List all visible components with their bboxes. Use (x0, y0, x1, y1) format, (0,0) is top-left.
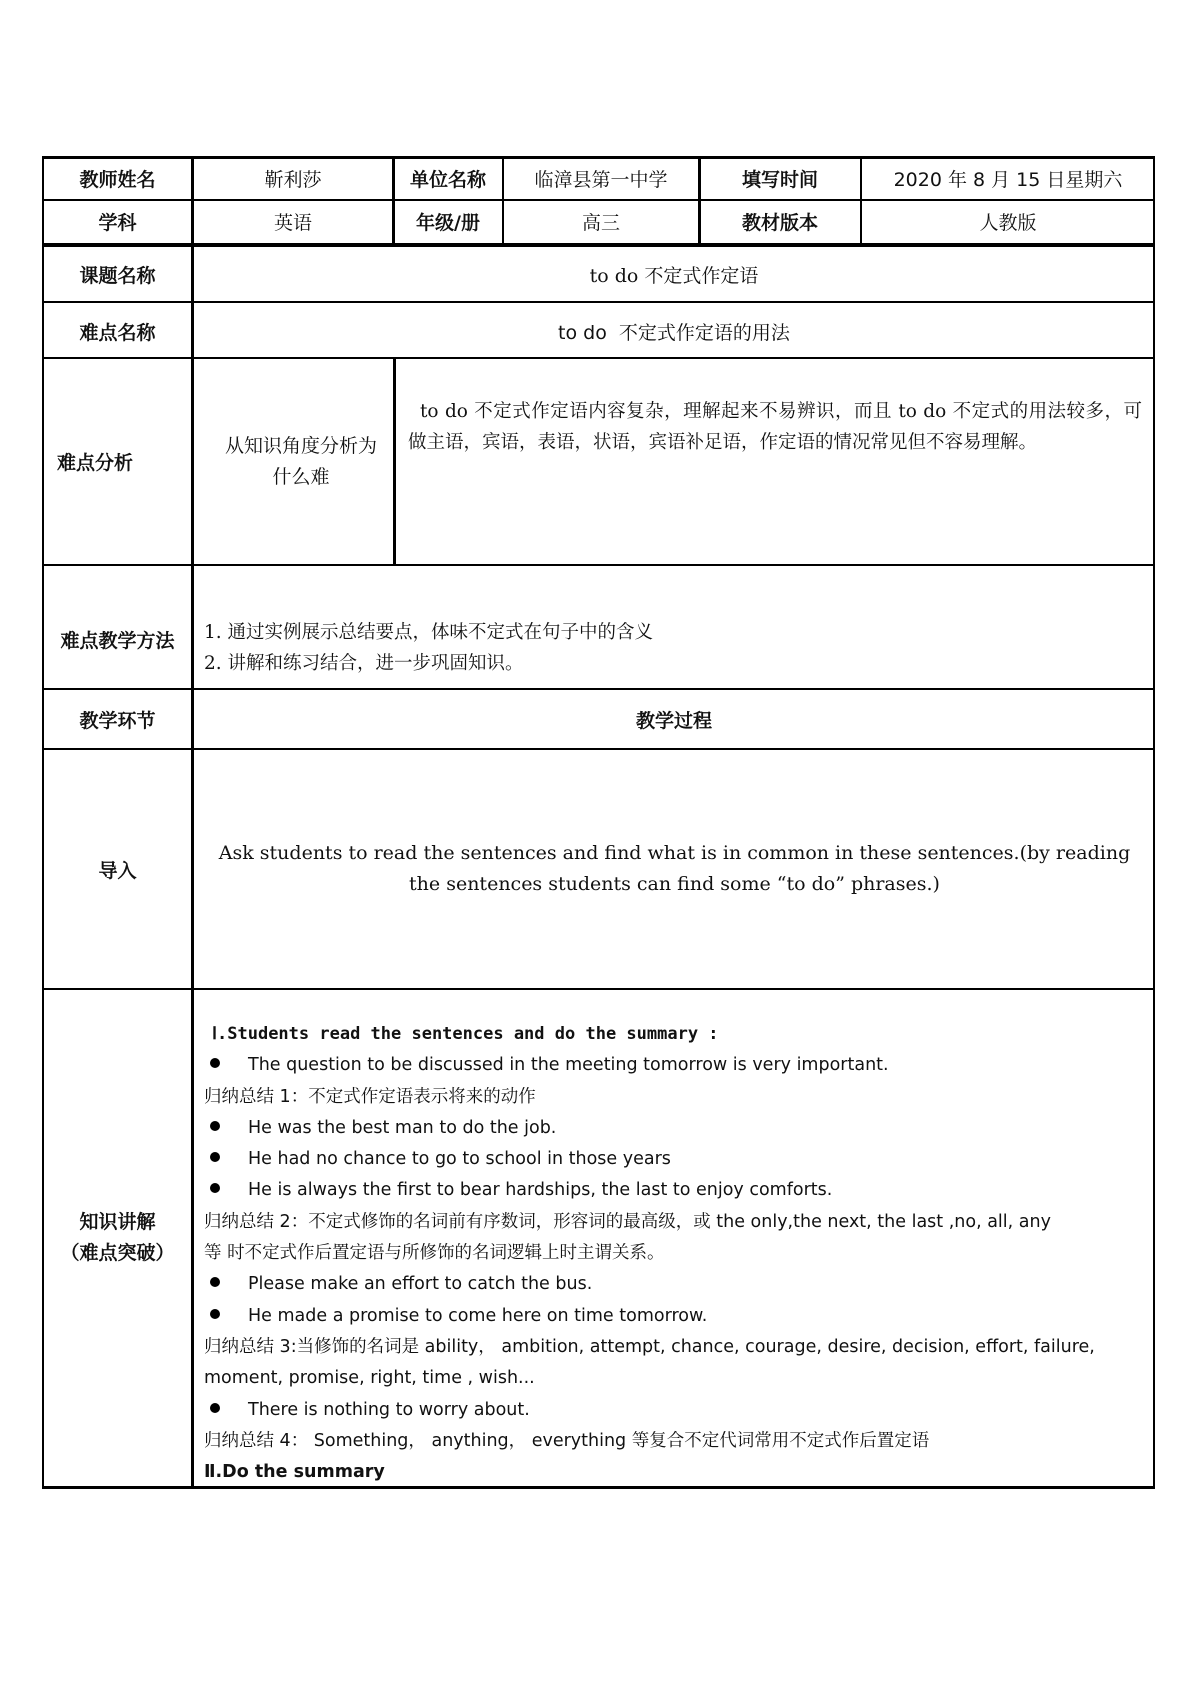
topic-row (42, 247, 1155, 302)
knowledge-label-line-2: （难点突破） (60, 1242, 175, 1264)
analysis-sub-label: 从知识角度分析为什么难 (224, 434, 377, 488)
rule (42, 199, 1155, 201)
method-row (42, 565, 1155, 689)
topic-value: to do 不定式作定语 (589, 265, 759, 287)
knowledge-label (42, 989, 193, 1487)
bullet-item (204, 1175, 1149, 1206)
line-text: The question to be discussed in the meeting tomorrow is very important. (248, 1055, 889, 1076)
rule (42, 357, 1155, 359)
rule (42, 243, 1155, 247)
knowledge-content (204, 1019, 1149, 1488)
rule (42, 564, 1155, 566)
bullet-dot-icon (210, 1309, 220, 1319)
header-row-1 (42, 156, 1155, 200)
analysis-text: to do 不定式作定语内容复杂，理解起来不易辨识，而且 to do 不定式的用法较多，可做主语，宾语，表语，状语，宾语补足语，作定语的情况常见但不容易理解。 (408, 401, 1142, 453)
bullet-item (204, 1113, 1149, 1144)
date-label: 填写时间 (741, 168, 818, 191)
knowledge-footer: Ⅱ.Do the summary (204, 1462, 385, 1483)
line-text: He was the best man to do the job. (248, 1117, 557, 1138)
summary-line (204, 1207, 1149, 1238)
rule (191, 156, 194, 1489)
method-line: 2. 讲解和练习结合，进一步巩固知识。 (204, 653, 524, 674)
rule (393, 358, 396, 565)
date-value: 2020 年 8 月 15 日星期六 (893, 168, 1123, 191)
header-row-2 (42, 200, 1155, 243)
summary-line (204, 1363, 1149, 1394)
unit-value: 临漳县第一中学 (534, 168, 668, 191)
subject-label: 学科 (98, 212, 137, 234)
subject-value: 英语 (273, 212, 312, 234)
summary-line (204, 1238, 1149, 1269)
line-text: He made a promise to come here on time tomorrow. (248, 1305, 708, 1326)
knowledge-row (42, 989, 1155, 1487)
rule (698, 156, 701, 243)
intro-text: Ask students to read the sentences and find what is in common in these sentences.(by reading the sentences students can find some “to do” phrases.) (218, 842, 1131, 895)
bullet-dot-icon (210, 1121, 220, 1131)
teacher-label: 教师姓名 (79, 168, 156, 191)
line-text: 等 时不定式作后置定语与所修饰的名词逻辑上时主谓关系。 (204, 1243, 665, 1264)
difficulty-row (42, 304, 1155, 358)
rule (42, 301, 1155, 303)
method-lines (204, 617, 1144, 679)
line-text: There is nothing to worry about. (248, 1399, 530, 1420)
summary-line (204, 1082, 1149, 1113)
bullet-dot-icon (210, 1183, 220, 1193)
rule (392, 156, 395, 243)
line-text: 归纳总结 4： Something， anything， everything 等复合不定代词常用不定式作后置定语 (204, 1430, 930, 1451)
process-stage-label: 教学环节 (79, 709, 156, 732)
topic-label: 课题名称 (79, 265, 156, 287)
rule (42, 1486, 1155, 1489)
knowledge-lines (204, 1050, 1149, 1457)
bullet-dot-icon (210, 1058, 220, 1068)
rule (42, 988, 1155, 990)
textbook-value: 人教版 (979, 212, 1037, 234)
method-line: 1. 通过实例展示总结要点，体味不定式在句子中的含义 (204, 622, 654, 643)
analysis-label: 难点分析 (56, 452, 133, 474)
difficulty-value: to do 不定式作定语的用法 (558, 321, 790, 344)
difficulty-label: 难点名称 (79, 321, 156, 344)
bullet-item (204, 1269, 1149, 1300)
unit-label: 单位名称 (409, 168, 486, 191)
rule (42, 748, 1155, 750)
process-label: 教学过程 (635, 709, 712, 732)
line-text: 归纳总结 3:当修饰的名词是 ability， ambition, attempt, chance, courage, desire, decision, effort, failure, (204, 1336, 1095, 1357)
textbook-label: 教材版本 (741, 212, 818, 234)
line-text: 归纳总结 2：不定式修饰的名词前有序数词，形容词的最高级，或 the only,the next, the last ,no, all, any (204, 1211, 1051, 1232)
analysis-row (42, 358, 1155, 565)
intro-label: 导入 (98, 859, 137, 882)
line-text: He had no chance to go to school in those years (248, 1149, 671, 1170)
summary-line (204, 1332, 1149, 1363)
method-label: 难点教学方法 (60, 629, 175, 652)
bullet-item (204, 1050, 1149, 1081)
process-header-row (42, 689, 1155, 749)
line-text: 归纳总结 1：不定式作定语表示将来的动作 (204, 1086, 536, 1107)
knowledge-label-line-1: 知识讲解 (79, 1211, 156, 1233)
bullet-dot-icon (210, 1403, 220, 1413)
rule (42, 688, 1155, 690)
summary-line (204, 1426, 1149, 1457)
rule (1153, 156, 1155, 1489)
rule (42, 156, 44, 1489)
line-text: He is always the first to bear hardships, the last to enjoy comforts. (248, 1180, 833, 1201)
rule (860, 156, 862, 243)
grade-label: 年级/册 (416, 212, 480, 234)
rule (42, 156, 1155, 159)
line-text: Please make an effort to catch the bus. (248, 1274, 593, 1295)
bullet-dot-icon (210, 1277, 220, 1287)
rule (502, 156, 504, 243)
bullet-item (204, 1301, 1149, 1332)
teacher-value: 靳利莎 (264, 168, 322, 191)
grade-value: 高三 (581, 212, 620, 234)
bullet-item (204, 1395, 1149, 1426)
line-text: moment, promise, right, time , wish... (204, 1368, 535, 1389)
bullet-dot-icon (210, 1152, 220, 1162)
knowledge-heading: Ⅰ.Students read the sentences and do the summary : (212, 1024, 719, 1044)
intro-row (42, 749, 1155, 989)
bullet-item (204, 1144, 1149, 1175)
